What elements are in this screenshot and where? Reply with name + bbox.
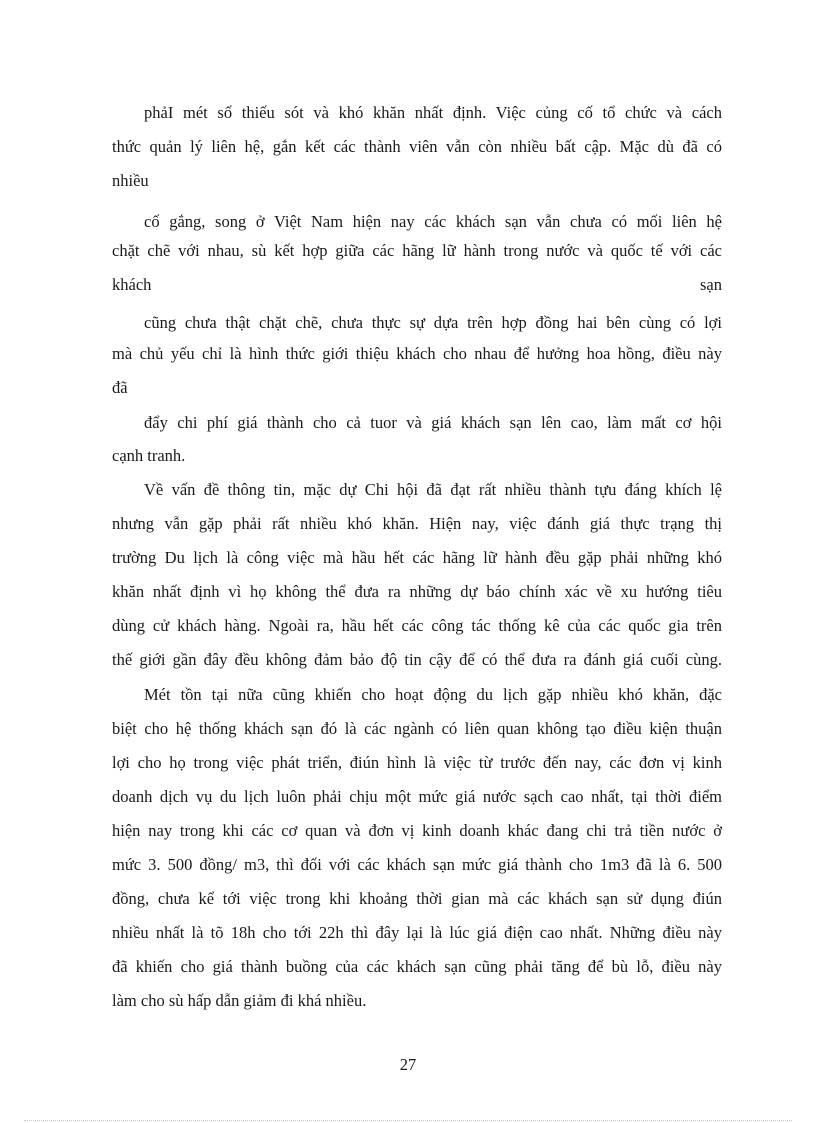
- text-line: khăn nhất định vì họ không thể đưa ra những dự báo chính xác về xu hướng tiêu: [112, 582, 722, 601]
- text-line: cố gắng, song ở Việt Nam hiện nay các khách sạn vẫn chưa có mối liên hệ: [144, 212, 722, 231]
- text-line: cạnh tranh.: [112, 446, 186, 465]
- text-line: chặt chẽ với nhau, sù kết hợp giữa các hãng lữ hành trong nước và quốc tế với các: [112, 241, 722, 260]
- text-line: thức quản lý liên hệ, gắn kết các thành viên vẫn còn nhiều bất cập. Mặc dù đã có: [112, 137, 722, 156]
- text-line: đẩy chi phí giá thành cho cả tuor và giá khách sạn lên cao, làm mất cơ hội: [144, 413, 722, 432]
- text-line: lợi cho họ trong việc phát triển, điún hình là việc từ trước đến nay, các đơn vị kinh: [112, 753, 722, 772]
- text-line: mức 3. 500 đồng/ m3, thì đối với các khách sạn mức giá thành cho 1m3 đã là 6. 500: [112, 855, 722, 874]
- text-fragment: khách: [112, 275, 152, 294]
- text-line: làm cho sù hấp dẫn giảm đi khá nhiều.: [112, 991, 367, 1010]
- text-fragment: sạn: [700, 275, 722, 294]
- text-line: Về vấn đề thông tin, mặc dự Chi hội đã đạt rất nhiều thành tựu đáng khích lệ: [144, 480, 722, 499]
- text-line: doanh dịch vụ du lịch luôn phải chịu một mức giá nước sạch cao nhất, tại thời điểm: [112, 787, 722, 806]
- footer-divider: [24, 1120, 792, 1121]
- text-line: thế giới gần đây đều không đảm bảo độ tin cậy để có thể đưa ra đánh giá cuối cùng.: [112, 650, 722, 669]
- text-line: mà chủ yếu chỉ là hình thức giới thiệu khách cho nhau để hưởng hoa hồng, điều này: [112, 344, 722, 363]
- text-line-split: [112, 275, 722, 295]
- page-number: 27: [399, 1055, 417, 1074]
- text-line: nhiều nhất là tõ 18h cho tới 22h thì đây lại là lúc giá điện cao nhất. Những điều này: [112, 923, 722, 942]
- text-line: trường Du lịch là công việc mà hầu hết các hãng lữ hành đều gặp phải những khó: [112, 548, 722, 567]
- text-line: cũng chưa thật chặt chẽ, chưa thực sự dựa trên hợp đồng hai bên cùng có lợi: [144, 313, 722, 332]
- text-line: nhiều: [112, 171, 149, 190]
- text-line: nhưng vẫn gặp phải rất nhiều khó khăn. Hiện nay, việc đánh giá thực trạng thị: [112, 514, 722, 533]
- text-line: phảI mét số thiếu sót và khó khăn nhất định. Việc củng cố tổ chức và cách: [144, 103, 722, 122]
- text-line: đã: [112, 378, 128, 397]
- text-line: đã khiến cho giá thành buồng của các khách sạn cũng phải tăng để bù lỗ, điều này: [112, 957, 722, 976]
- text-line: dùng cử khách hàng. Ngoài ra, hầu hết các công tác thống kê của các quốc gia trên: [112, 616, 722, 635]
- text-line: hiện nay trong khi các cơ quan và đơn vị kinh doanh khác đang chi trả tiền nước ở: [112, 821, 722, 840]
- text-line: Mét tồn tại nữa cũng khiến cho hoạt động du lịch gặp nhiều khó khăn, đặc: [144, 685, 722, 704]
- text-line: biệt cho hệ thống khách sạn đó là các ngành có liên quan không tạo điều kiện thuận: [112, 719, 722, 738]
- text-line: đồng, chưa kể tới việc trong khi khoảng thời gian mà các khách sạn sử dụng điún: [112, 889, 722, 908]
